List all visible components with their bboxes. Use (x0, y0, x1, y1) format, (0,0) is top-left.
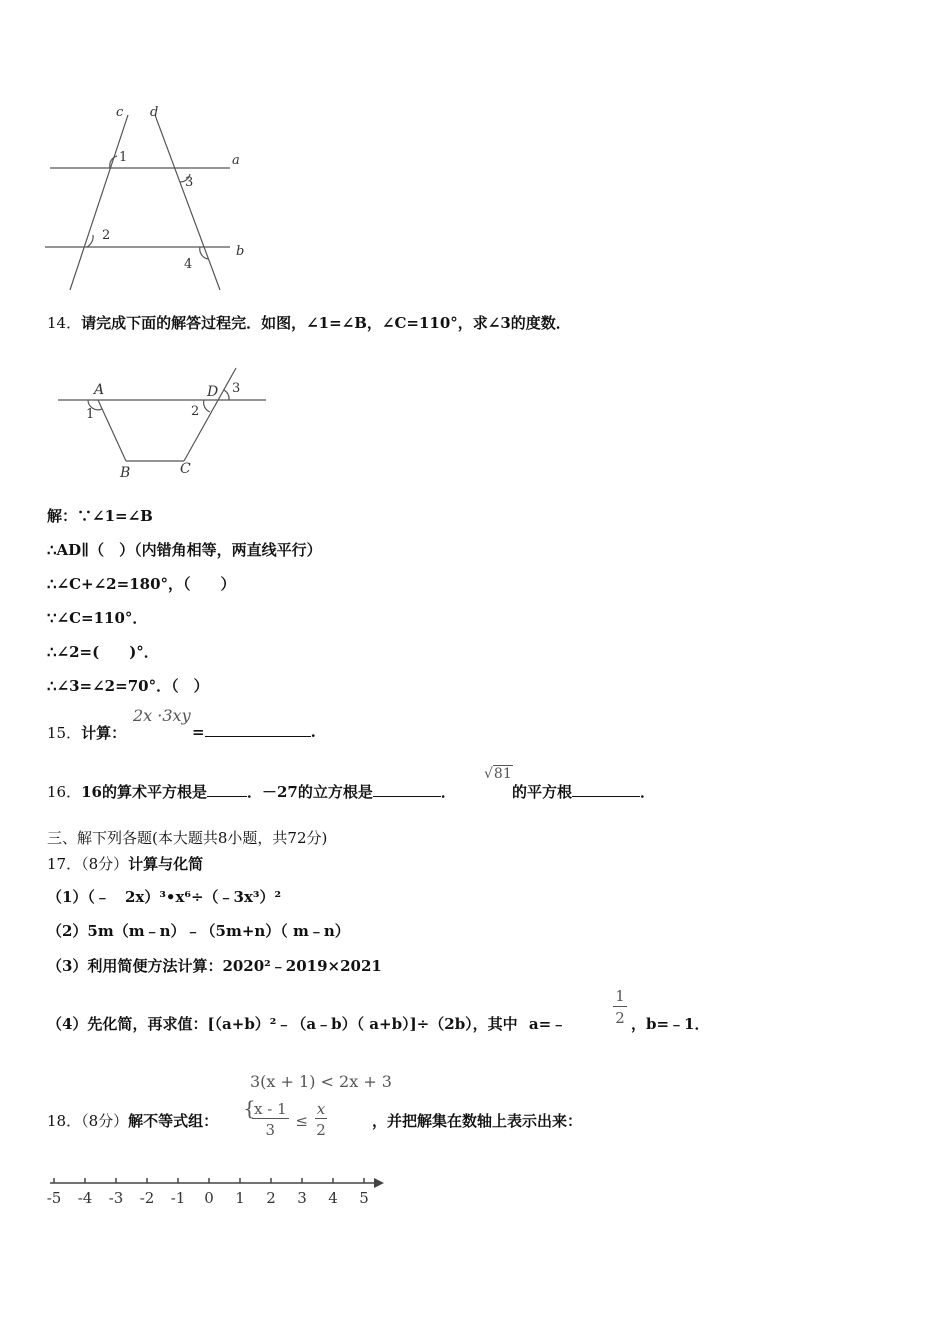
angle-4: 4 (184, 257, 193, 272)
question-score: （8分） (81, 855, 129, 873)
question-16 (47, 781, 456, 802)
question-number: 18． (47, 1112, 82, 1130)
question-number: 15． (47, 724, 82, 742)
number-line-label: -5 (46, 1189, 62, 1207)
question-score: （8分） (81, 1112, 129, 1130)
number-line-label: 4 (328, 1189, 338, 1207)
angle-3: 3 (185, 175, 194, 190)
answer-blank[interactable] (205, 722, 311, 737)
q16-part3: 的平方根 (512, 783, 573, 801)
fraction-right-num: x (316, 1100, 326, 1118)
number-line-label: -4 (77, 1189, 93, 1207)
figure-trapezoid (50, 360, 280, 485)
number-line-label: 2 (266, 1189, 276, 1207)
fraction-denominator: 2 (615, 1009, 625, 1027)
label-a: a (232, 153, 240, 168)
question-title: 计算与化简 (128, 855, 204, 873)
fraction-one-half (613, 986, 627, 1029)
q17-p4-tail: ，b=﹣1． (631, 1015, 710, 1033)
angle-2: 2 (102, 228, 111, 243)
relation-sign: ≤ (295, 1111, 308, 1130)
solution-step-1: 解：∵∠1=∠B (47, 507, 153, 525)
inequality-1: 3(x + 1) < 2x + 3 (250, 1072, 392, 1091)
angle-1: 1 (119, 150, 128, 165)
question-number: 14． (47, 314, 82, 332)
number-line-label: -1 (170, 1189, 186, 1207)
solution-step-3: ∴∠C+∠2=180°，（ ） (47, 575, 236, 593)
q17-part-3: （3）利用简便方法计算：2020²﹣2019×2021 (47, 957, 382, 975)
number-line (40, 1170, 400, 1215)
arrow-right-icon (374, 1178, 384, 1188)
fraction-left-num: x - 1 (254, 1100, 287, 1118)
sqrt-radicand: 81 (493, 766, 512, 782)
answer-blank-2[interactable] (373, 782, 441, 797)
q16-sep2: ． (440, 783, 456, 801)
q15-answer (192, 722, 316, 741)
q17-part-1: （1）（﹣ 2x）³•x⁶÷（﹣3x³）² (47, 888, 282, 906)
label-c: c (116, 105, 124, 120)
figure-parallel-lines (40, 100, 260, 295)
fraction-left-den: 3 (265, 1121, 276, 1139)
fraction-numerator: 1 (613, 986, 627, 1007)
number-line-label: 5 (359, 1189, 369, 1207)
point-a: A (94, 382, 105, 398)
question-14 (47, 312, 571, 333)
fraction-right (315, 1100, 327, 1141)
angle-3: 3 (232, 381, 241, 396)
angle-1: 1 (86, 407, 95, 422)
line-c (70, 115, 128, 290)
point-b: B (120, 465, 131, 481)
number-line-label: 0 (204, 1189, 214, 1207)
question-number: 17． (47, 855, 82, 873)
q17-part-4 (47, 1013, 566, 1034)
fraction-left (252, 1100, 289, 1141)
number-line-label: -3 (108, 1189, 124, 1207)
label-b: b (236, 244, 245, 259)
q16-tail (512, 781, 655, 802)
number-line-label: 1 (235, 1189, 245, 1207)
sqrt-sign-icon: √ (484, 766, 493, 782)
q16-part1: 16的算术平方根是 (81, 783, 207, 801)
question-18 (47, 1110, 218, 1131)
question-label: 解不等式组： (128, 1112, 219, 1130)
point-c: C (180, 461, 191, 477)
q16-end: ． (640, 783, 656, 801)
sqrt-81 (484, 766, 513, 782)
inequality-2 (252, 1100, 327, 1141)
period: . (310, 723, 316, 741)
answer-blank-1[interactable] (207, 782, 247, 797)
number-line-label: 3 (297, 1189, 307, 1207)
question-text: 请完成下面的解答过程完．如图，∠1=∠B，∠C=110°，求∠3的度数． (81, 314, 571, 332)
fraction-right-den: 2 (316, 1121, 326, 1139)
q16-sep1: ． (246, 783, 262, 801)
point-d: D (207, 384, 219, 400)
question-label: 计算： (81, 724, 127, 742)
question-15 (47, 722, 126, 743)
solution-step-2: ∴AD∥（ ）（内错角相等，两直线平行） (47, 541, 322, 559)
q16-part2: －27的立方根是 (261, 783, 373, 801)
question-17 (47, 853, 203, 874)
brace-icon: { (243, 1096, 256, 1120)
solution-step-5: ∴∠2=( )°． (47, 643, 159, 661)
answer-blank-3[interactable] (572, 782, 640, 797)
q15-expression: 2x ·3xy (133, 706, 191, 725)
solution-step-4: ∵∠C=110°． (47, 609, 148, 627)
equals-sign: = (192, 723, 205, 741)
q18-tail: ，并把解集在数轴上表示出来： (372, 1112, 583, 1130)
question-number: 16． (47, 783, 82, 801)
number-line-label: -2 (139, 1189, 155, 1207)
solution-step-6: ∴∠3=∠2=70°．（ ） (47, 677, 209, 695)
section-3-title: 三、解下列各题(本大题共8小题，共72分) (47, 829, 328, 847)
q17-part-2: （2）5m（m﹣n）﹣（5m+n）（ m﹣n） (47, 922, 350, 940)
segment-ab (98, 400, 126, 461)
label-d: d (150, 105, 159, 120)
angle-2: 2 (191, 404, 200, 419)
q17-p4-a-value: a=﹣ (528, 1015, 567, 1033)
q17-p4-text: （4）先化简，再求值：[（a+b）²﹣（a﹣b）（ a+b）]÷（2b），其中 (47, 1015, 518, 1033)
